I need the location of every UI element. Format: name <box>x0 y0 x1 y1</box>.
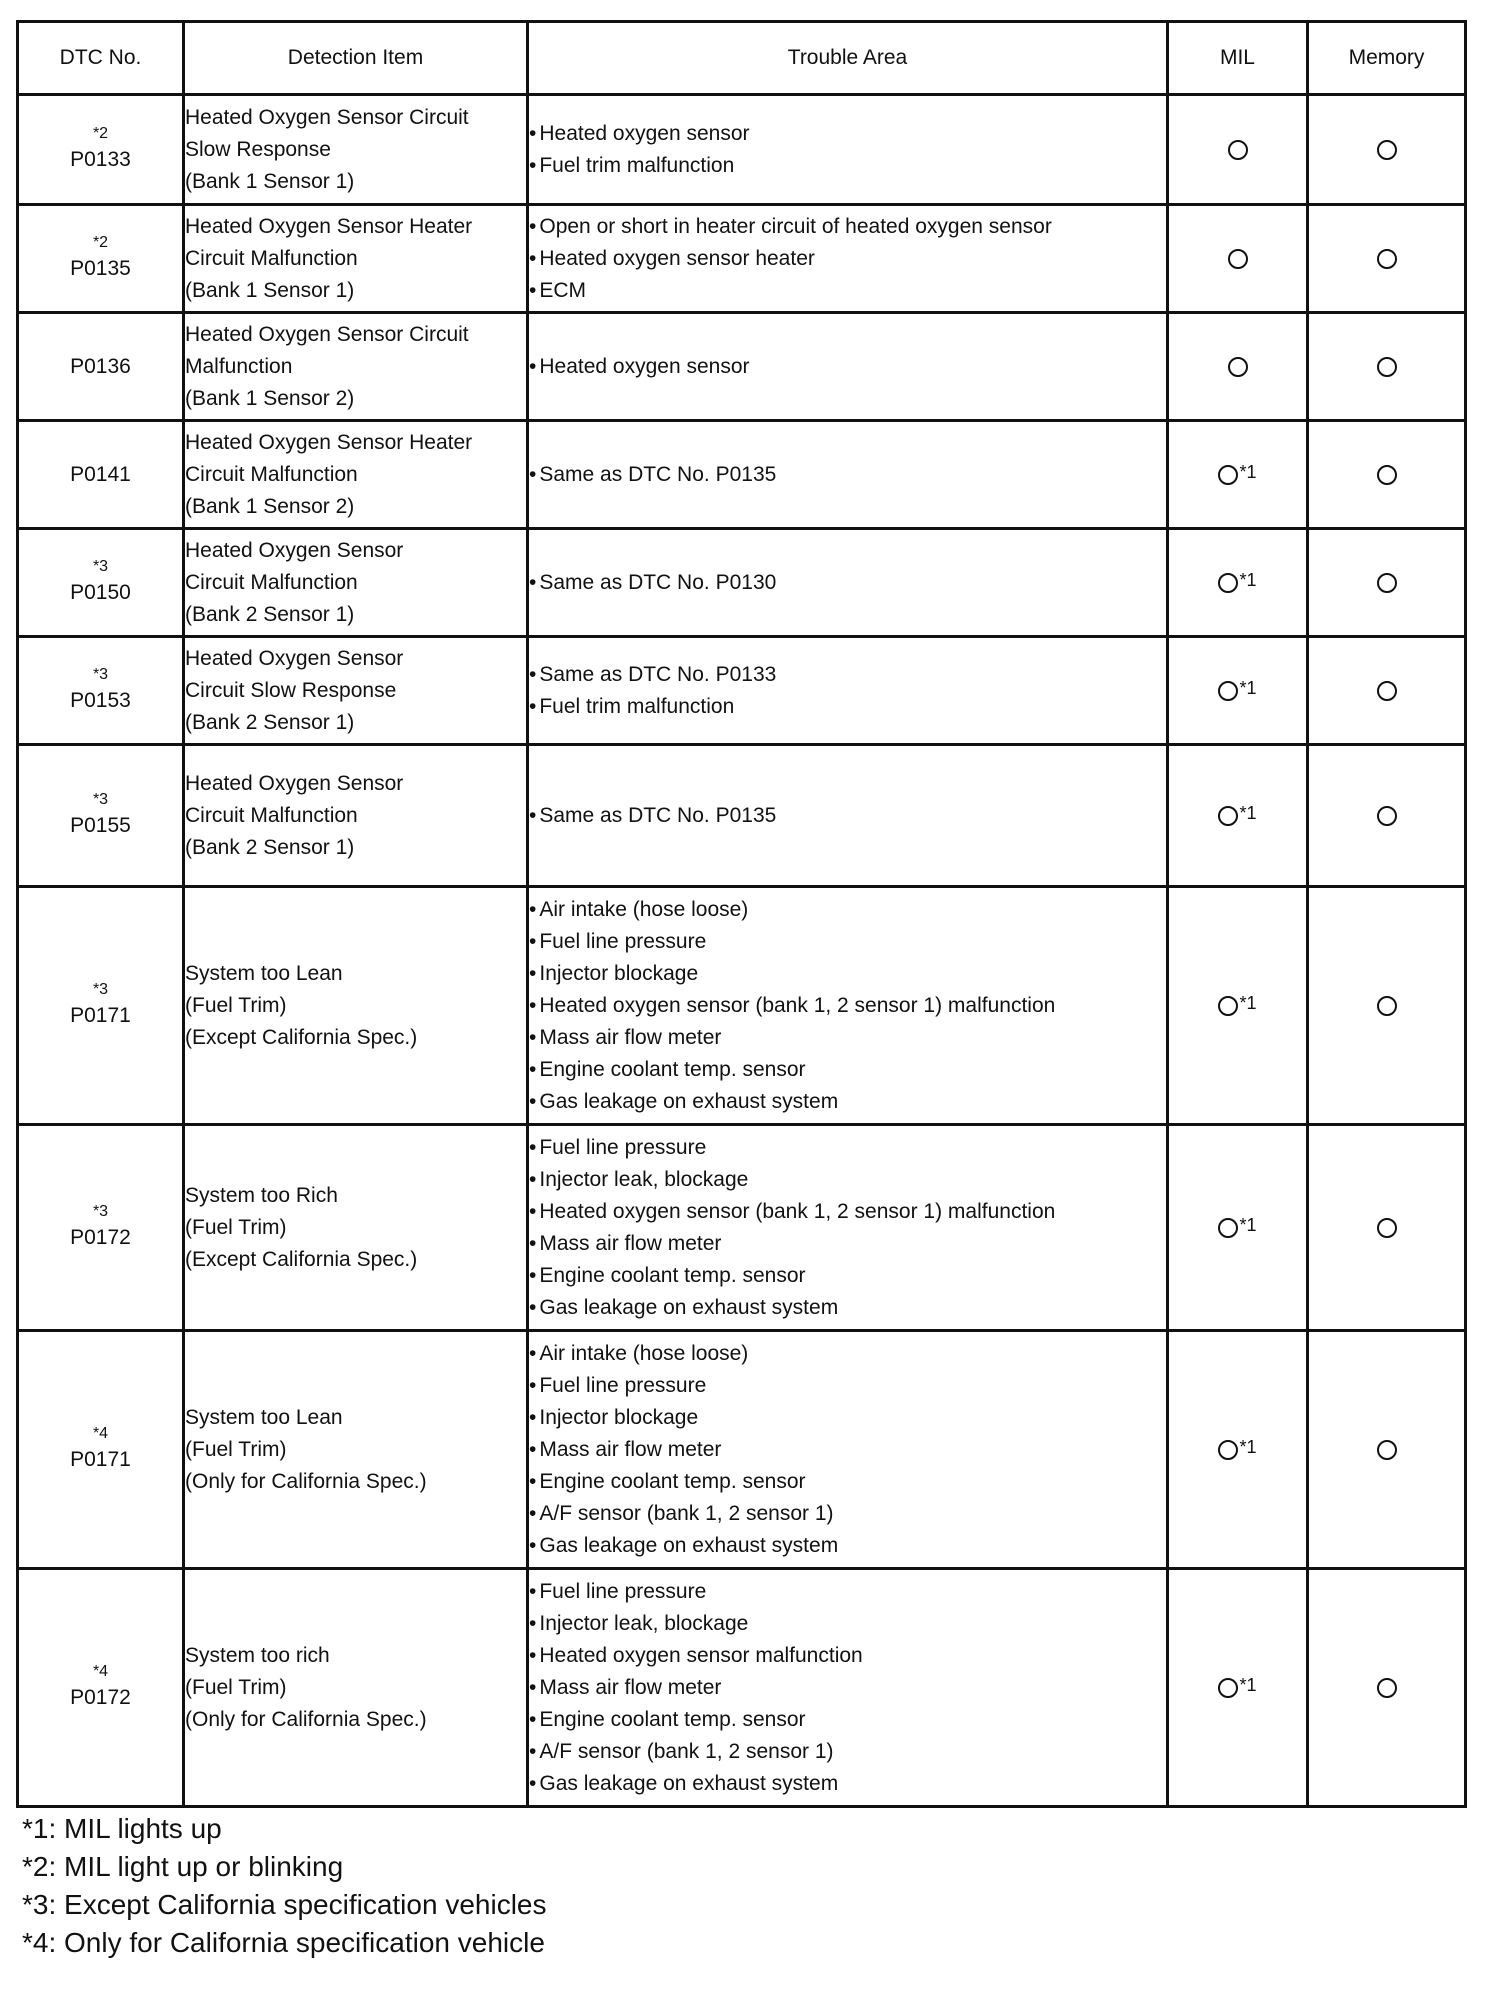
trouble-item: • ECM <box>529 275 1166 307</box>
detection-cell <box>184 745 528 887</box>
detection-line: (Except California Spec.) <box>185 1025 418 1049</box>
dtc-note: *2 <box>92 233 109 251</box>
dtc-cell <box>18 95 184 205</box>
table-row <box>18 1125 1466 1331</box>
dtc-cell <box>18 313 184 421</box>
dtc-note: *4 <box>92 1662 109 1680</box>
header-detection-item: Detection Item <box>184 22 528 95</box>
trouble-item: • Engine coolant temp. sensor <box>529 1704 1166 1736</box>
footnote: *4: Only for California specification vehicle <box>22 1927 545 1958</box>
detection-line: (Bank 1 Sensor 2) <box>185 494 355 518</box>
dtc-code: P0171 <box>70 1447 131 1471</box>
trouble-item: • Engine coolant temp. sensor <box>529 1260 1166 1292</box>
trouble-item: • Heated oxygen sensor <box>529 351 1166 383</box>
trouble-item: • Gas leakage on exhaust system <box>529 1292 1166 1324</box>
trouble-item: • Fuel line pressure <box>529 1370 1166 1402</box>
dtc-code: P0133 <box>70 147 131 171</box>
trouble-item: • Mass air flow meter <box>529 1228 1166 1260</box>
trouble-item: • Injector leak, blockage <box>529 1608 1166 1640</box>
memory-circle-icon <box>1377 249 1397 269</box>
mil-circle-icon <box>1218 806 1238 826</box>
dtc-code: P0150 <box>70 580 131 604</box>
detection-cell <box>184 313 528 421</box>
dtc-cell <box>18 529 184 637</box>
trouble-item: • Mass air flow meter <box>529 1022 1166 1054</box>
trouble-item: • Air intake (hose loose) <box>529 1338 1166 1370</box>
trouble-cell <box>528 529 1168 637</box>
memory-cell <box>1308 745 1466 887</box>
dtc-cell <box>18 1125 184 1331</box>
dtc-note: *3 <box>92 665 109 683</box>
memory-cell <box>1308 529 1466 637</box>
memory-cell <box>1308 313 1466 421</box>
detection-cell <box>184 529 528 637</box>
detection-line: Circuit Slow Response <box>185 678 397 702</box>
mil-cell <box>1168 1125 1308 1331</box>
mil-circle-icon <box>1228 357 1248 377</box>
table-header-row <box>18 22 1466 95</box>
detection-line: (Bank 2 Sensor 1) <box>185 710 355 734</box>
detection-line: Circuit Malfunction <box>185 803 358 827</box>
detection-line: Heated Oxygen Sensor Heater <box>185 430 473 454</box>
detection-line: (Only for California Spec.) <box>185 1707 427 1731</box>
detection-line: Heated Oxygen Sensor Circuit <box>185 322 469 346</box>
detection-line: Heated Oxygen Sensor <box>185 646 404 670</box>
dtc-code: P0155 <box>70 813 131 837</box>
header-mil: MIL <box>1168 22 1308 95</box>
detection-line: (Fuel Trim) <box>185 1437 287 1461</box>
mil-note: *1 <box>1239 677 1257 698</box>
mil-circle-icon <box>1228 140 1248 160</box>
trouble-item: • Same as DTC No. P0133 <box>529 659 1166 691</box>
trouble-cell <box>528 887 1168 1125</box>
trouble-cell <box>528 205 1168 313</box>
trouble-cell <box>528 313 1168 421</box>
table-row <box>18 887 1466 1125</box>
dtc-code: P0172 <box>70 1225 131 1249</box>
table-row <box>18 421 1466 529</box>
table-row <box>18 1331 1466 1569</box>
dtc-code: P0141 <box>70 462 131 486</box>
dtc-cell <box>18 205 184 313</box>
mil-circle-icon <box>1218 573 1238 593</box>
dtc-code: P0136 <box>70 354 131 378</box>
dtc-note: *3 <box>92 1202 109 1220</box>
dtc-table <box>16 20 1467 1808</box>
memory-cell <box>1308 637 1466 745</box>
table-row <box>18 637 1466 745</box>
detection-cell <box>184 637 528 745</box>
memory-cell <box>1308 887 1466 1125</box>
trouble-item: • Gas leakage on exhaust system <box>529 1530 1166 1562</box>
trouble-item: • Same as DTC No. P0135 <box>529 800 1166 832</box>
trouble-item: • Injector blockage <box>529 958 1166 990</box>
dtc-cell <box>18 887 184 1125</box>
trouble-item: • Injector blockage <box>529 1402 1166 1434</box>
detection-cell <box>184 1569 528 1807</box>
detection-cell <box>184 1331 528 1569</box>
dtc-sheet <box>16 20 1464 1808</box>
header-memory: Memory <box>1308 22 1466 95</box>
trouble-item: • Engine coolant temp. sensor <box>529 1054 1166 1086</box>
trouble-item: • Heated oxygen sensor (bank 1, 2 sensor 1) malfunction <box>529 1196 1166 1228</box>
detection-line: Malfunction <box>185 354 293 378</box>
dtc-code: P0171 <box>70 1003 131 1027</box>
trouble-item: • Heated oxygen sensor <box>529 118 1166 150</box>
mil-note: *1 <box>1239 802 1257 823</box>
detection-line: (Except California Spec.) <box>185 1247 418 1271</box>
detection-cell <box>184 421 528 529</box>
detection-line: (Only for California Spec.) <box>185 1469 427 1493</box>
dtc-cell <box>18 1331 184 1569</box>
memory-cell <box>1308 205 1466 313</box>
footnotes <box>22 1810 546 1962</box>
detection-line: Heated Oxygen Sensor Heater <box>185 214 473 238</box>
mil-note: *1 <box>1239 1214 1257 1235</box>
trouble-item: • Mass air flow meter <box>529 1672 1166 1704</box>
detection-line: (Bank 1 Sensor 2) <box>185 386 355 410</box>
trouble-item: • Same as DTC No. P0135 <box>529 459 1166 491</box>
mil-circle-icon <box>1218 996 1238 1016</box>
dtc-note: *2 <box>92 124 109 142</box>
memory-circle-icon <box>1377 1678 1397 1698</box>
detection-line: (Fuel Trim) <box>185 1675 287 1699</box>
trouble-cell <box>528 1331 1168 1569</box>
memory-circle-icon <box>1377 1218 1397 1238</box>
footnote: *3: Except California specification vehicles <box>22 1889 547 1920</box>
mil-cell <box>1168 637 1308 745</box>
trouble-item: • Fuel line pressure <box>529 1576 1166 1608</box>
trouble-item: • Injector leak, blockage <box>529 1164 1166 1196</box>
trouble-cell <box>528 95 1168 205</box>
memory-circle-icon <box>1377 806 1397 826</box>
mil-note: *1 <box>1239 1436 1257 1457</box>
memory-circle-icon <box>1377 681 1397 701</box>
detection-line: System too Lean <box>185 961 343 985</box>
table-row <box>18 205 1466 313</box>
mil-cell <box>1168 95 1308 205</box>
mil-circle-icon <box>1228 249 1248 269</box>
memory-circle-icon <box>1377 357 1397 377</box>
mil-cell <box>1168 887 1308 1125</box>
mil-note: *1 <box>1239 992 1257 1013</box>
mil-circle-icon <box>1218 1678 1238 1698</box>
detection-line: Heated Oxygen Sensor Circuit <box>185 105 469 129</box>
mil-circle-icon <box>1218 465 1238 485</box>
detection-cell <box>184 205 528 313</box>
table-row <box>18 313 1466 421</box>
memory-circle-icon <box>1377 573 1397 593</box>
trouble-item: • Engine coolant temp. sensor <box>529 1466 1166 1498</box>
memory-cell <box>1308 1569 1466 1807</box>
detection-line: System too rich <box>185 1643 330 1667</box>
mil-cell <box>1168 1331 1308 1569</box>
detection-line: (Bank 2 Sensor 1) <box>185 835 355 859</box>
table-row <box>18 745 1466 887</box>
footnote: *2: MIL light up or blinking <box>22 1851 344 1882</box>
dtc-note: *4 <box>92 1424 109 1442</box>
footnote: *1: MIL lights up <box>22 1813 222 1844</box>
detection-line: (Bank 1 Sensor 1) <box>185 169 355 193</box>
trouble-item: • A/F sensor (bank 1, 2 sensor 1) <box>529 1498 1166 1530</box>
dtc-code: P0153 <box>70 688 131 712</box>
dtc-code: P0135 <box>70 256 131 280</box>
mil-note: *1 <box>1239 1674 1257 1695</box>
header-dtc-no: DTC No. <box>18 22 184 95</box>
mil-cell <box>1168 421 1308 529</box>
trouble-item: • Fuel line pressure <box>529 926 1166 958</box>
table-row <box>18 529 1466 637</box>
mil-cell <box>1168 1569 1308 1807</box>
trouble-item: • Fuel trim malfunction <box>529 150 1166 182</box>
mil-circle-icon <box>1218 1440 1238 1460</box>
detection-line: (Bank 1 Sensor 1) <box>185 278 355 302</box>
memory-cell <box>1308 1331 1466 1569</box>
trouble-cell <box>528 637 1168 745</box>
table-row <box>18 1569 1466 1807</box>
memory-cell <box>1308 95 1466 205</box>
dtc-code: P0172 <box>70 1685 131 1709</box>
memory-cell <box>1308 1125 1466 1331</box>
trouble-item: • Gas leakage on exhaust system <box>529 1086 1166 1118</box>
detection-cell <box>184 1125 528 1331</box>
trouble-cell <box>528 1125 1168 1331</box>
trouble-item: • Mass air flow meter <box>529 1434 1166 1466</box>
detection-line: System too Rich <box>185 1183 338 1207</box>
trouble-item: • Open or short in heater circuit of heated oxygen sensor <box>529 211 1166 243</box>
dtc-cell <box>18 1569 184 1807</box>
trouble-item: • Same as DTC No. P0130 <box>529 567 1166 599</box>
trouble-cell <box>528 745 1168 887</box>
trouble-item: • Gas leakage on exhaust system <box>529 1768 1166 1800</box>
detection-line: Circuit Malfunction <box>185 570 358 594</box>
mil-circle-icon <box>1218 1218 1238 1238</box>
trouble-item: • A/F sensor (bank 1, 2 sensor 1) <box>529 1736 1166 1768</box>
trouble-cell <box>528 1569 1168 1807</box>
trouble-item: • Fuel line pressure <box>529 1132 1166 1164</box>
memory-circle-icon <box>1377 140 1397 160</box>
detection-line: Circuit Malfunction <box>185 462 358 486</box>
mil-note: *1 <box>1239 569 1257 590</box>
detection-line: System too Lean <box>185 1405 343 1429</box>
detection-line: Slow Response <box>185 137 331 161</box>
trouble-item: • Heated oxygen sensor (bank 1, 2 sensor 1) malfunction <box>529 990 1166 1022</box>
detection-line: Circuit Malfunction <box>185 246 358 270</box>
dtc-note: *3 <box>92 980 109 998</box>
memory-circle-icon <box>1377 1440 1397 1460</box>
dtc-note: *3 <box>92 790 109 808</box>
detection-cell <box>184 887 528 1125</box>
mil-cell <box>1168 745 1308 887</box>
detection-line: (Fuel Trim) <box>185 1215 287 1239</box>
detection-line: Heated Oxygen Sensor <box>185 771 404 795</box>
detection-line: (Bank 2 Sensor 1) <box>185 602 355 626</box>
detection-cell <box>184 95 528 205</box>
memory-cell <box>1308 421 1466 529</box>
trouble-item: • Heated oxygen sensor malfunction <box>529 1640 1166 1672</box>
table-row <box>18 95 1466 205</box>
trouble-cell <box>528 421 1168 529</box>
memory-circle-icon <box>1377 996 1397 1016</box>
dtc-cell <box>18 745 184 887</box>
memory-circle-icon <box>1377 465 1397 485</box>
mil-circle-icon <box>1218 681 1238 701</box>
trouble-item: • Fuel trim malfunction <box>529 691 1166 723</box>
mil-cell <box>1168 205 1308 313</box>
detection-line: Heated Oxygen Sensor <box>185 538 404 562</box>
mil-cell <box>1168 313 1308 421</box>
trouble-item: • Air intake (hose loose) <box>529 894 1166 926</box>
trouble-item: • Heated oxygen sensor heater <box>529 243 1166 275</box>
dtc-cell <box>18 637 184 745</box>
dtc-note: *3 <box>92 557 109 575</box>
mil-note: *1 <box>1239 461 1257 482</box>
header-trouble-area: Trouble Area <box>528 22 1168 95</box>
dtc-cell <box>18 421 184 529</box>
detection-line: (Fuel Trim) <box>185 993 287 1017</box>
mil-cell <box>1168 529 1308 637</box>
